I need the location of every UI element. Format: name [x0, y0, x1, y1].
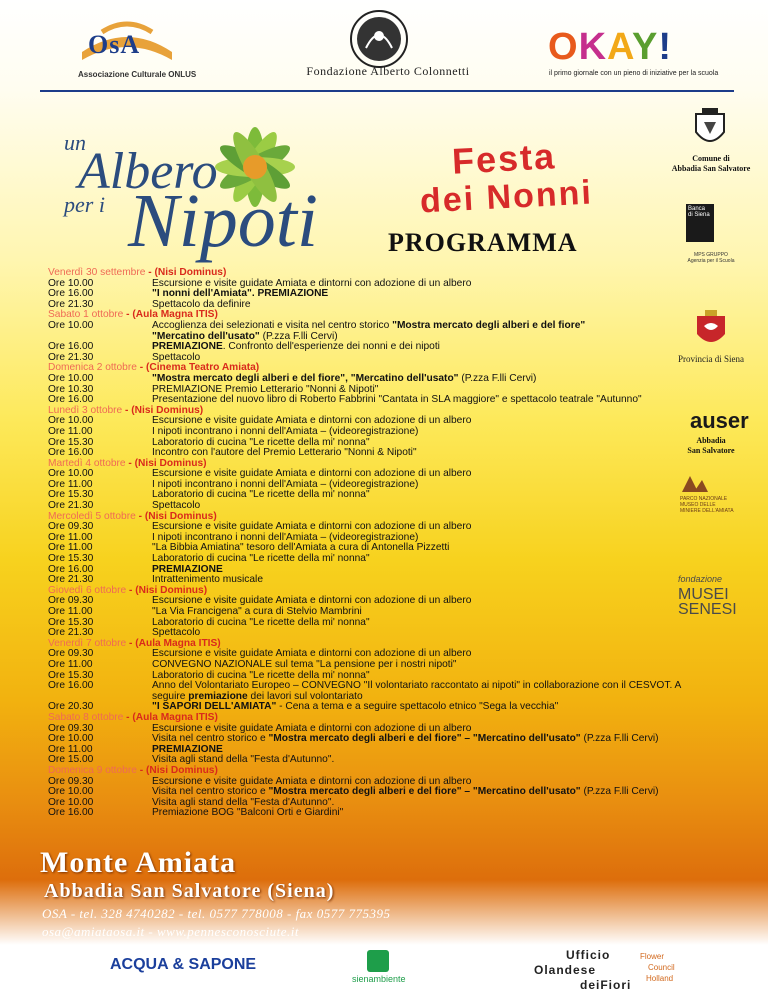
bank-caption: MPS GRUPPO Agenzia per il Scuola	[687, 252, 735, 264]
event-time: Ore 11.00	[48, 531, 93, 543]
event-time: Ore 15.00	[48, 754, 94, 766]
event-time: Ore 10.00	[48, 319, 94, 331]
day-date: Lunedì 3 ottobre	[48, 404, 123, 416]
event-time: Ore 21.30	[48, 500, 94, 512]
event-time: Ore 11.00	[48, 542, 93, 554]
comune-crest-icon	[692, 106, 728, 150]
program-day-heading	[48, 713, 708, 724]
event-description: Laboratorio di cucina "Le ricette della mi' nonna"	[152, 616, 370, 628]
event-time: Ore 21.30	[48, 627, 94, 639]
event-time: Ore 10.00	[48, 786, 94, 798]
event-description: CONVEGNO NAZIONALE sul tema "La pensione per i nostri nipoti"	[152, 658, 457, 670]
auser-place: Abbadia San Salvatore	[687, 436, 735, 455]
day-date: Sabato 8 ottobre	[48, 711, 124, 723]
program-event	[48, 374, 708, 385]
event-time: Ore 16.00	[48, 394, 94, 406]
day-date: Martedì 4 ottobre	[48, 457, 126, 469]
musei-senesi-logo: fondazione MUSEI SENESI	[678, 574, 737, 618]
event-time: Ore 11.00	[48, 478, 93, 490]
event-description: Laboratorio di cucina "Le ricette della mi' nonna"	[152, 436, 370, 448]
parco-museo-logo: PARCO NAZIONALE MUSEO DELLE MINIERE DELL'AMIATA	[680, 472, 752, 518]
header-divider	[40, 90, 734, 92]
event-time: Ore 16.00	[48, 447, 94, 459]
event-time: Ore 21.30	[48, 574, 94, 586]
day-date: Venerdì 30 settembre	[48, 267, 146, 278]
day-date: Sabato 1 ottobre	[48, 309, 124, 321]
title-albero: Albero	[78, 143, 218, 200]
event-time: Ore 10.00	[48, 415, 94, 427]
day-location: - (Aula Magna ITIS)	[126, 637, 221, 649]
contact-email: osa@amiataosa.it - www.pennesconosciute.it	[42, 924, 299, 939]
monte-amiata-title: Monte Amiata	[40, 846, 237, 879]
okay-subtitle: il primo giornale con un pieno di iniziative per la scuola	[549, 70, 719, 77]
event-description: I nipoti incontrano i nonni dell'Amiata – (videoregistrazione)	[152, 478, 419, 490]
event-description: Laboratorio di cucina "Le ricette della mi' nonna"	[152, 553, 370, 565]
program-event	[48, 596, 708, 607]
day-location: - (Nisi Dominus)	[125, 457, 207, 469]
event-description: seguire premiazione dei lavori sul volontariato	[152, 690, 363, 702]
program-event	[48, 490, 708, 501]
day-location: - (Aula Magna ITIS)	[123, 711, 218, 723]
program-event	[48, 480, 708, 491]
event-description: Escursione e visite guidate Amiata e dintorni con adozione di un albero	[152, 648, 472, 660]
event-description: Escursione e visite guidate Amiata e dintorni con adozione di un albero	[152, 521, 472, 533]
event-time: Ore 11.00	[48, 425, 93, 437]
title-nipoti: Nipoti	[128, 179, 319, 263]
provincia-name: Provincia di Siena	[678, 354, 744, 364]
day-date: Giovedì 6 ottobre	[48, 584, 127, 596]
contact-phones: OSA - tel. 328 4740282 - tel. 0577 778008 - fax 0577 775395	[42, 906, 391, 921]
event-time: Ore 15.30	[48, 669, 94, 681]
event-description: "Mercatino dell'usato" (P.zza F.lli Cervi)	[152, 330, 338, 342]
event-time: Ore 10.00	[48, 372, 94, 384]
event-time: Ore 21.30	[48, 298, 94, 310]
program-event	[48, 289, 708, 300]
event-time: Ore 15.30	[48, 616, 94, 628]
program-event	[48, 745, 708, 756]
day-location: - (Nisi Dominus)	[135, 510, 217, 522]
holland-text: Holland	[646, 974, 674, 983]
program-event	[48, 543, 708, 554]
program-event	[48, 618, 708, 629]
event-description: Spettacolo	[152, 627, 201, 639]
program-event	[48, 565, 708, 576]
event-description: "I nonni dell'Amiata". PREMIAZIONE	[152, 288, 329, 300]
okay-logo: OKAY!	[548, 26, 672, 68]
dei-nonni-title: dei Nonni	[419, 173, 594, 221]
event-time: Ore 15.30	[48, 436, 94, 448]
day-date: Venerdì 7 ottobre	[48, 637, 127, 649]
osa-subtitle: Associazione Culturale ONLUS	[78, 70, 197, 79]
day-date: Domenica 9 ottobre	[48, 764, 137, 776]
event-description: PREMIAZIONE	[152, 563, 223, 575]
event-description: Escursione e visite guidate Amiata e dintorni con adozione di un albero	[152, 722, 472, 734]
event-description: Visita nel centro storico e "Mostra mercato degli alberi e del fiore" – "Mercatino dell'usato" (P.zza F.lli Cervi)	[152, 786, 659, 798]
event-description: "La Via Francigena" a cura di Stelvio Mambrini	[152, 606, 362, 617]
event-description: Spettacolo da definire	[152, 298, 251, 310]
event-time: Ore 10.00	[48, 277, 94, 289]
event-time: Ore 15.30	[48, 553, 94, 565]
event-description: Escursione e visite guidate Amiata e dintorni con adozione di un albero	[152, 468, 472, 480]
day-location: - (Nisi Dominus)	[145, 267, 227, 278]
event-description: Visita agli stand della "Festa d'Autunno".	[152, 796, 335, 808]
event-description: "Mostra mercato degli alberi e del fiore", "Mercatino dell'usato" (P.zza F.lli Cervi)	[152, 372, 537, 384]
program-event	[48, 660, 708, 671]
event-time: Ore 11.00	[48, 658, 93, 670]
event-description: I nipoti incontrano i nonni dell'Amiata – (videoregistrazione)	[152, 425, 419, 437]
osa-name: OsA	[88, 30, 141, 59]
day-date: Domenica 2 ottobre	[48, 362, 137, 374]
day-location: - (Nisi Dominus)	[122, 404, 204, 416]
event-description: Accoglienza dei selezionati e visita nel centro storico "Mostra mercato degli alberi e del fiore"	[152, 319, 586, 331]
council-text: Council	[648, 963, 675, 972]
event-description: "La Bibbia Amiatina" tesoro dell'Amiata a cura di Antonella Pizzetti	[152, 542, 450, 554]
program-day-heading	[48, 766, 708, 777]
event-description: PREMIAZIONE	[152, 743, 223, 755]
event-description: Escursione e visite guidate Amiata e dintorni con adozione di un albero	[152, 277, 472, 289]
event-description: Visita nel centro storico e "Mostra mercato degli alberi e del fiore" – "Mercatino dell'usato" (P.zza F.lli Cervi)	[152, 733, 659, 745]
event-description: Escursione e visite guidate Amiata e dintorni con adozione di un albero	[152, 595, 472, 607]
event-time: Ore 09.30	[48, 521, 94, 533]
day-location: - (Nisi Dominus)	[136, 764, 218, 776]
day-location: - (Nisi Dominus)	[126, 584, 208, 596]
event-time: Ore 10.00	[48, 796, 94, 808]
foundation-name: Fondazione Alberto Colonnetti	[306, 64, 470, 78]
event-description: "I SAPORI DELL'AMIATA" - Cena a tema e a seguire spettacolo etnico "Sega la vecchia"	[152, 701, 559, 713]
deifiori-text: deiFiori	[580, 978, 632, 992]
foundation-emblem-icon	[348, 8, 410, 70]
festa-title: Festa	[450, 135, 558, 182]
event-description: Spettacolo	[152, 500, 201, 512]
event-description: Escursione e visite guidate Amiata e dintorni con adozione di un albero	[152, 415, 472, 427]
program-event	[48, 427, 708, 438]
event-description: Laboratorio di cucina "Le ricette della mi' nonna"	[152, 669, 370, 681]
abbadia-title: Abbadia San Salvatore (Siena)	[44, 880, 335, 902]
event-time: Ore 11.00	[48, 606, 93, 617]
event-time: Ore 20.30	[48, 701, 94, 713]
program-event	[48, 279, 708, 290]
bank-logo: Banca di Siena	[686, 204, 714, 242]
program-event	[48, 321, 708, 332]
event-description: Presentazione del nuovo libro di Roberto Fabbrini "Cantata in SLA maggiore" e spettacolo teatrale "Autunno"	[152, 394, 642, 406]
event-description: Laboratorio di cucina "Le ricette della mi' nonna"	[152, 489, 370, 501]
event-description: Visita agli stand della "Festa d'Autunno".	[152, 754, 335, 766]
auser-logo: auser	[690, 408, 749, 433]
program-event	[48, 681, 708, 692]
program-event	[48, 787, 708, 798]
event-time: Ore 16.00	[48, 341, 94, 353]
sienambiente-logo: sienambiente	[352, 974, 406, 984]
event-time: Ore 09.30	[48, 595, 94, 607]
program-event	[48, 734, 708, 745]
day-date: Mercoledì 5 ottobre	[48, 510, 136, 522]
event-description: Escursione e visite guidate Amiata e dintorni con adozione di un albero	[152, 775, 472, 787]
event-time: Ore 21.30	[48, 351, 94, 363]
event-description: Anno del Volontariato Europeo – CONVEGNO "Il volontariato raccontato ai nipoti" in collaborazione con il CESVOT. A	[152, 680, 682, 692]
event-time: Ore 09.30	[48, 775, 94, 787]
flower-text: Flower	[640, 952, 665, 961]
olandese-text: Olandese	[534, 963, 597, 977]
event-description: PREMIAZIONE Premio Letterario "Nonni & Nipoti"	[152, 383, 379, 395]
event-description: Incontro con l'autore del Premio Letterario "Nonni & Nipoti"	[152, 447, 417, 459]
event-time: Ore 16.00	[48, 563, 94, 575]
title-un: un	[64, 130, 86, 155]
program-event	[48, 607, 708, 618]
sienambiente-icon	[367, 950, 389, 972]
event-time: Ore 11.00	[48, 743, 93, 755]
event-time: Ore 10.00	[48, 468, 94, 480]
program-event	[48, 798, 708, 809]
event-time: Ore 16.00	[48, 680, 94, 692]
event-description: Spettacolo	[152, 351, 201, 363]
programma-heading: PROGRAMMA	[388, 228, 578, 257]
event-time: Ore 16.00	[48, 807, 94, 819]
event-description: PREMIAZIONE. Confronto dell'esperienze dei nonni e dei nipoti	[152, 341, 440, 353]
event-time: Ore 10.00	[48, 733, 94, 745]
day-location: - (Aula Magna ITIS)	[123, 309, 218, 321]
event-description: Intrattenimento musicale	[152, 574, 263, 586]
acqua-sapone-logo: ACQUA & SAPONE	[110, 956, 257, 973]
program-day-heading	[48, 268, 708, 279]
comune-name: Comune di Abbadia San Salvatore	[671, 154, 751, 173]
event-time: Ore 15.30	[48, 489, 94, 501]
program-event	[48, 342, 708, 353]
event-description: I nipoti incontrano i nonni dell'Amiata – (videoregistrazione)	[152, 531, 419, 543]
program-event	[48, 554, 708, 565]
program-event	[48, 808, 708, 819]
title-per-i: per i	[64, 192, 105, 217]
event-time: Ore 16.00	[48, 288, 94, 300]
event-time: Ore 09.30	[48, 648, 94, 660]
event-description: Premiazione BOG "Balconi Orti e Giardini"	[152, 807, 344, 819]
day-location: - (Cinema Teatro Amiata)	[136, 362, 260, 374]
program-list	[48, 268, 708, 819]
ufficio-text: Ufficio	[566, 948, 611, 962]
event-time: Ore 10.30	[48, 383, 94, 395]
event-time: Ore 09.30	[48, 722, 94, 734]
